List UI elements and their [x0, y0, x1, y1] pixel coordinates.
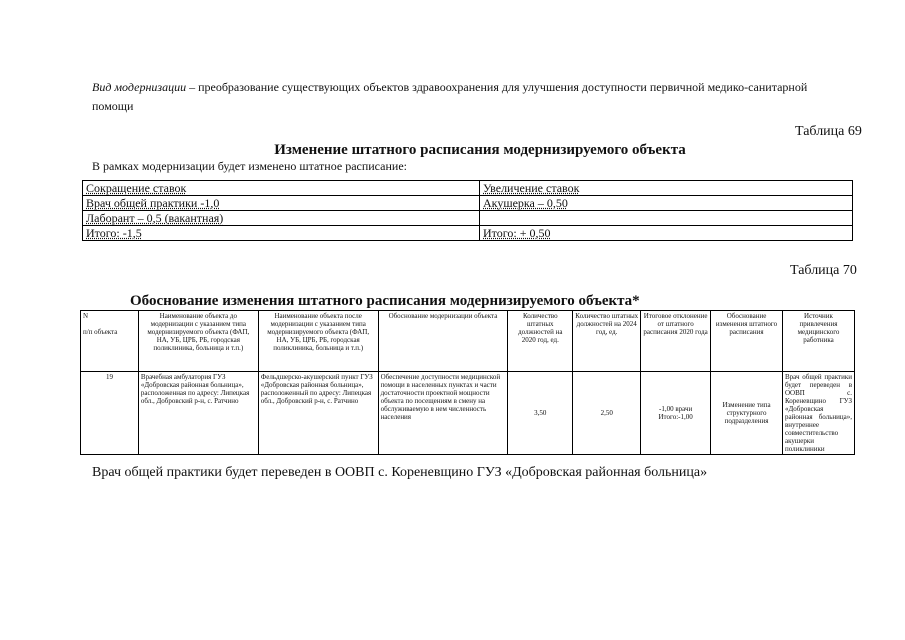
- column-header: Наименование объекта после модернизации с указанием типа модернизируемого объекта (ФАП, НА, УБ, ЦРБ, РБ, городская поликлиника, больница и т.п.): [258, 311, 378, 372]
- table-cell: -1,00 врачи Итого:-1,00: [641, 372, 711, 455]
- table-cell: Обеспечение доступности медицинской помощи в населенных пунктах и части достаточности проектной мощности объекта по посещениям в смену на обслуживаемую в нем численность населения: [378, 372, 508, 455]
- table-row: [83, 196, 853, 211]
- table-cell: Врачебная амбулатория ГУЗ «Добровская районная больница», расположенная по адресу: Липецкая обл., Добровский р-н, с. Ратчино: [138, 372, 258, 455]
- table-row: [83, 226, 853, 241]
- table-70-title: Обоснование изменения штатного расписания модернизируемого объекта*: [130, 293, 640, 309]
- table-cell: Сокращение ставок: [83, 181, 480, 196]
- column-header: N п/п объекта: [81, 311, 139, 372]
- table-cell: Врач общей практики -1,0: [83, 196, 480, 211]
- table-row: [83, 181, 853, 196]
- column-header: Количество штатных должностей на 2024 год, ед.: [573, 311, 641, 372]
- staff-change-table: [82, 180, 853, 241]
- table-cell: 2,50: [573, 372, 641, 455]
- table-69-caption: В рамках модернизации будет изменено штатное расписание:: [92, 159, 407, 173]
- column-header: Наименование объекта до модернизации с указанием типа модернизируемого объекта (ФАП, НА, УБ, ЦРБ, РБ, городская поликлиника, больница и т.п.): [138, 311, 258, 372]
- table-cell: Итого: + 0,50: [480, 226, 853, 241]
- staff-justification-table: [80, 310, 855, 455]
- column-header: Обоснование изменения штатного расписания: [711, 311, 783, 372]
- table-cell: Увеличение ставок: [480, 181, 853, 196]
- table-row: [81, 372, 855, 455]
- table-70-label: Таблица 70: [790, 263, 857, 278]
- table-69-title: Изменение штатного расписания модернизируемого объекта: [274, 142, 686, 158]
- column-header: Источник привлечения медицинского работника: [782, 311, 854, 372]
- intro-paragraph: [92, 78, 832, 116]
- column-header: Количество штатных должностей на 2020 год, ед.: [508, 311, 573, 372]
- intro-text: – преобразование существующих объектов здравоохранения для улучшения доступности первичной медико-санитарной помощи: [92, 80, 808, 113]
- column-header: Обоснование модернизации объекта: [378, 311, 508, 372]
- table-cell: Итого: -1,5: [83, 226, 480, 241]
- table-cell: 19: [81, 372, 139, 455]
- table-header-row: [81, 311, 855, 372]
- table-cell: Акушерка – 0,50: [480, 196, 853, 211]
- column-header: Итоговое отклонение от штатного расписания 2020 года: [641, 311, 711, 372]
- intro-label: Вид модернизации: [92, 80, 187, 94]
- table-cell: [480, 211, 853, 226]
- table-69-label: Таблица 69: [795, 124, 862, 139]
- closing-statement: Врач общей практики будет переведен в ООВП с. Кореневщино ГУЗ «Добровская районная больница»: [92, 465, 708, 480]
- table-cell: Врач общей практики будет переведен в ООВП с. Кореневщино ГУЗ «Добровская районная больница», внутреннее совместительство акушерки поликлиники: [782, 372, 854, 455]
- table-cell: Лаборант – 0,5 (вакантная): [83, 211, 480, 226]
- table-cell: Фельдшерско-акушерский пункт ГУЗ «Добровская районная больница», расположенный по адресу: Липецкая обл., Добровский р-н, с. Ратчино: [258, 372, 378, 455]
- table-row: [83, 211, 853, 226]
- table-cell: 3,50: [508, 372, 573, 455]
- table-cell: Изменение типа структурного подразделения: [711, 372, 783, 455]
